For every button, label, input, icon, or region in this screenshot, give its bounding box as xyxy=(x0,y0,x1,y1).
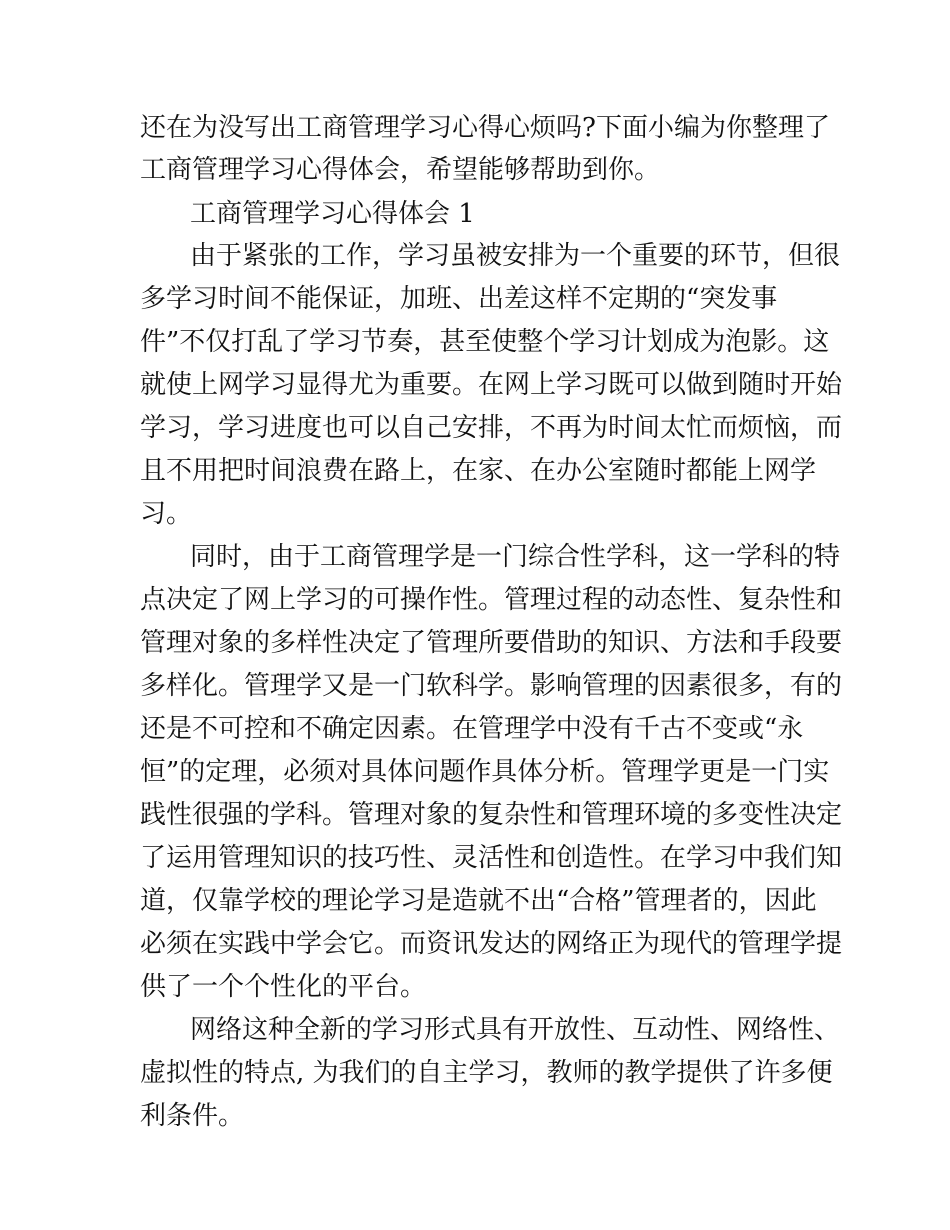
paragraph-1-line-6: 且不用把时间浪费在路上，在家、在办公室随时都能上网学 xyxy=(140,456,817,486)
paragraph-1-line-5: 学习，学习进度也可以自己安排，不再为时间太忙而烦恼，而 xyxy=(140,413,843,443)
paragraph-1-line-4: 就使上网学习显得尤为重要。在网上学习既可以做到随时开始 xyxy=(140,370,843,400)
paragraph-2-line-11: 供了一个个性化的平台。 xyxy=(140,972,427,1002)
paragraph-2-line-6: 恒”的定理，必须对具体问题作具体分析。管理学更是一门实 xyxy=(140,757,830,787)
paragraph-1-line-2: 多学习时间不能保证，加班、出差这样不定期的“突发事 xyxy=(140,284,778,314)
paragraph-2-line-1: 同时，由于工商管理学是一门综合性学科，这一学科的特 xyxy=(190,542,841,572)
paragraph-2-line-7: 践性很强的学科。管理对象的复杂性和管理环境的多变性决定 xyxy=(140,800,843,830)
intro-line-2: 工商管理学习心得体会，希望能够帮助到你。 xyxy=(140,155,661,185)
paragraph-3-line-3: 利条件。 xyxy=(140,1101,245,1131)
paragraph-3-line-2: 虚拟性的特点, 为我们的自主学习，教师的教学提供了许多便 xyxy=(140,1058,833,1088)
section-heading: 工商管理学习心得体会 1 xyxy=(190,199,475,229)
paragraph-1-line-1: 由于紧张的工作，学习虽被安排为一个重要的环节，但很 xyxy=(190,241,841,271)
paragraph-2-line-9: 道，仅靠学校的理论学习是造就不出“合格”管理者的，因此 xyxy=(140,886,817,916)
paragraph-2-line-3: 管理对象的多样性决定了管理所要借助的知识、方法和手段要 xyxy=(140,628,843,658)
paragraph-2-line-10: 必须在实践中学会它。而资讯发达的网络正为现代的管理学提 xyxy=(140,929,843,959)
paragraph-1-line-3: 件”不仅打乱了学习节奏，甚至使整个学习计划成为泡影。这 xyxy=(140,327,830,357)
paragraph-2-line-5: 还是不可控和不确定因素。在管理学中没有千古不变或“永 xyxy=(140,714,804,744)
paragraph-3-line-1: 网络这种全新的学习形式具有开放性、互动性、网络性、 xyxy=(190,1015,841,1045)
paragraph-2-line-2: 点决定了网上学习的可操作性。管理过程的动态性、复杂性和 xyxy=(140,585,843,615)
intro-line-1: 还在为没写出工商管理学习心得心烦吗?下面小编为你整理了 xyxy=(140,113,830,143)
paragraph-1-line-7: 习。 xyxy=(140,499,193,529)
paragraph-2-line-4: 多样化。管理学又是一门软科学。影响管理的因素很多，有的 xyxy=(140,671,843,701)
paragraph-2-line-8: 了运用管理知识的技巧性、灵活性和创造性。在学习中我们知 xyxy=(140,843,843,873)
